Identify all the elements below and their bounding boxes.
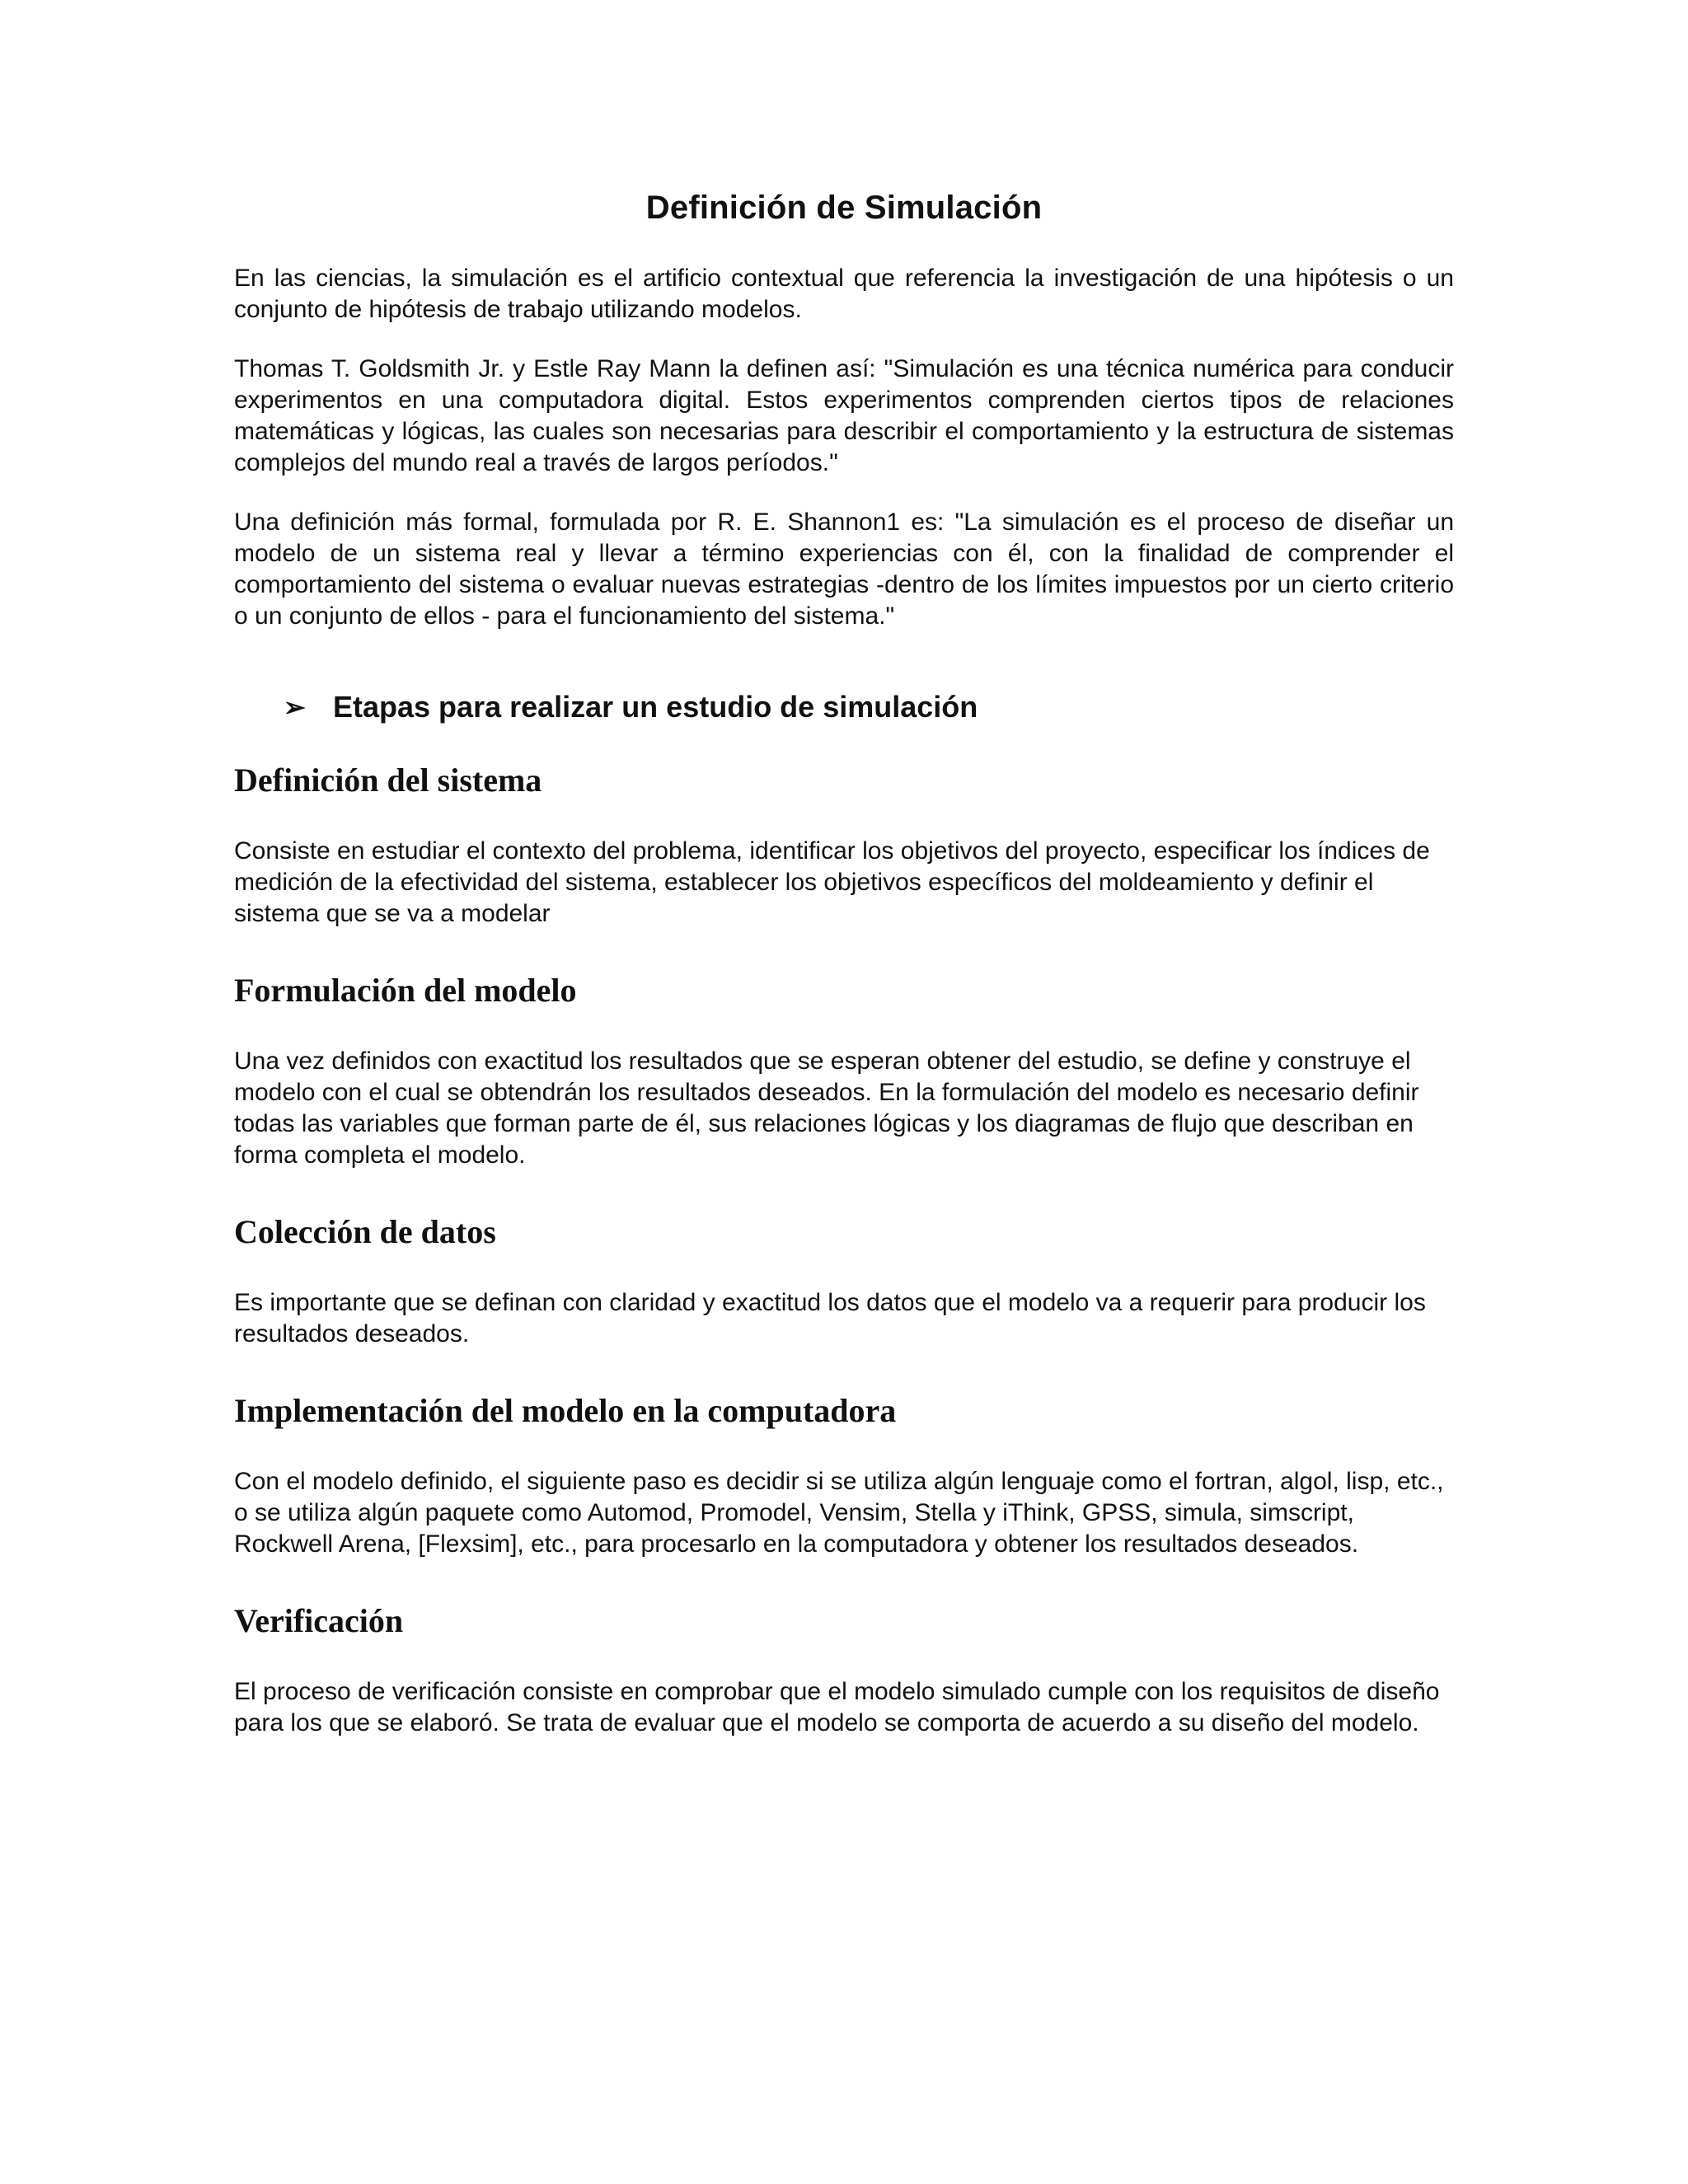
document-content <box>234 190 1454 1780</box>
section-heading-implementacion: Implementación del modelo en la computadora <box>234 1392 897 1429</box>
section-body-implementacion: Con el modelo definido, el siguiente paso es decidir si se utiliza algún lenguaje como el fortran, algol, lisp, etc., o se utiliza algún paquete como Automod, Promodel, Vensim, Stella y iThink, GPSS, simula, simscript, Rockwell Arena, [Flexsim], etc., para procesarlo en la computadora y obtener los resultados deseados. <box>234 1468 1444 1558</box>
section-body-coleccion-datos: Es importante que se definan con claridad y exactitud los datos que el modelo va a requerir para producir los resultados deseados. <box>234 1289 1426 1347</box>
section-body-formulacion-modelo: Una vez definidos con exactitud los resultados que se esperan obtener del estudio, se define y construye el modelo con el cual se obtendrán los resultados deseados. En la formulación del modelo es necesario definir todas las variables que forman parte de él, sus relaciones lógicas y los diagramas de flujo que describan en forma completa el modelo. <box>234 1047 1419 1169</box>
intro-paragraph-2: Thomas T. Goldsmith Jr. y Estle Ray Mann la definen así: "Simulación es una técnica numérica para conducir experimentos en una computadora digital. Estos experimentos comprenden ciertos tipos de relaciones matemáticas y lógicas, las cuales son necesarias para describir el comportamiento y la estructura de sistemas complejos del mundo real a través de largos períodos." <box>234 355 1454 476</box>
section-body-definicion-sistema: Consiste en estudiar el contexto del problema, identificar los objetivos del proyecto, especificar los índices de medición de la efectividad del sistema, establecer los objetivos específicos del moldeamiento y definir el sistema que se va a modelar <box>234 837 1430 927</box>
stages-heading-text: Etapas para realizar un estudio de simulación <box>333 690 978 724</box>
page-title: Definición de Simulación <box>645 190 1043 226</box>
arrow-bullet-icon: ➢ <box>284 692 306 722</box>
section-heading-definicion-sistema: Definición del sistema <box>234 762 542 799</box>
section-body-verificacion: El proceso de verificación consiste en comprobar que el modelo simulado cumple con los requisitos de diseño para los que se elaboró. Se trata de evaluar que el modelo se comporta de acuerdo a su diseño del modelo. <box>234 1678 1440 1736</box>
intro-paragraph-1: En las ciencias, la simulación es el artificio contextual que referencia la investigación de una hipótesis o un conjunto de hipótesis de trabajo utilizando modelos. <box>234 265 1454 323</box>
stages-heading <box>284 690 1454 724</box>
section-heading-formulacion-modelo: Formulación del modelo <box>234 972 577 1009</box>
section-heading-verificacion: Verificación <box>234 1602 404 1639</box>
section-heading-coleccion-datos: Colección de datos <box>234 1213 496 1250</box>
intro-paragraph-3: Una definición más formal, formulada por R. E. Shannon1 es: "La simulación es el proceso de diseñar un modelo de un sistema real y llevar a término experiencias con él, con la finalidad de comprender el comportamiento del sistema o evaluar nuevas estrategias -dentro de los límites impuestos por un cierto criterio o un conjunto de ellos - para el funcionamiento del sistema." <box>234 509 1454 630</box>
